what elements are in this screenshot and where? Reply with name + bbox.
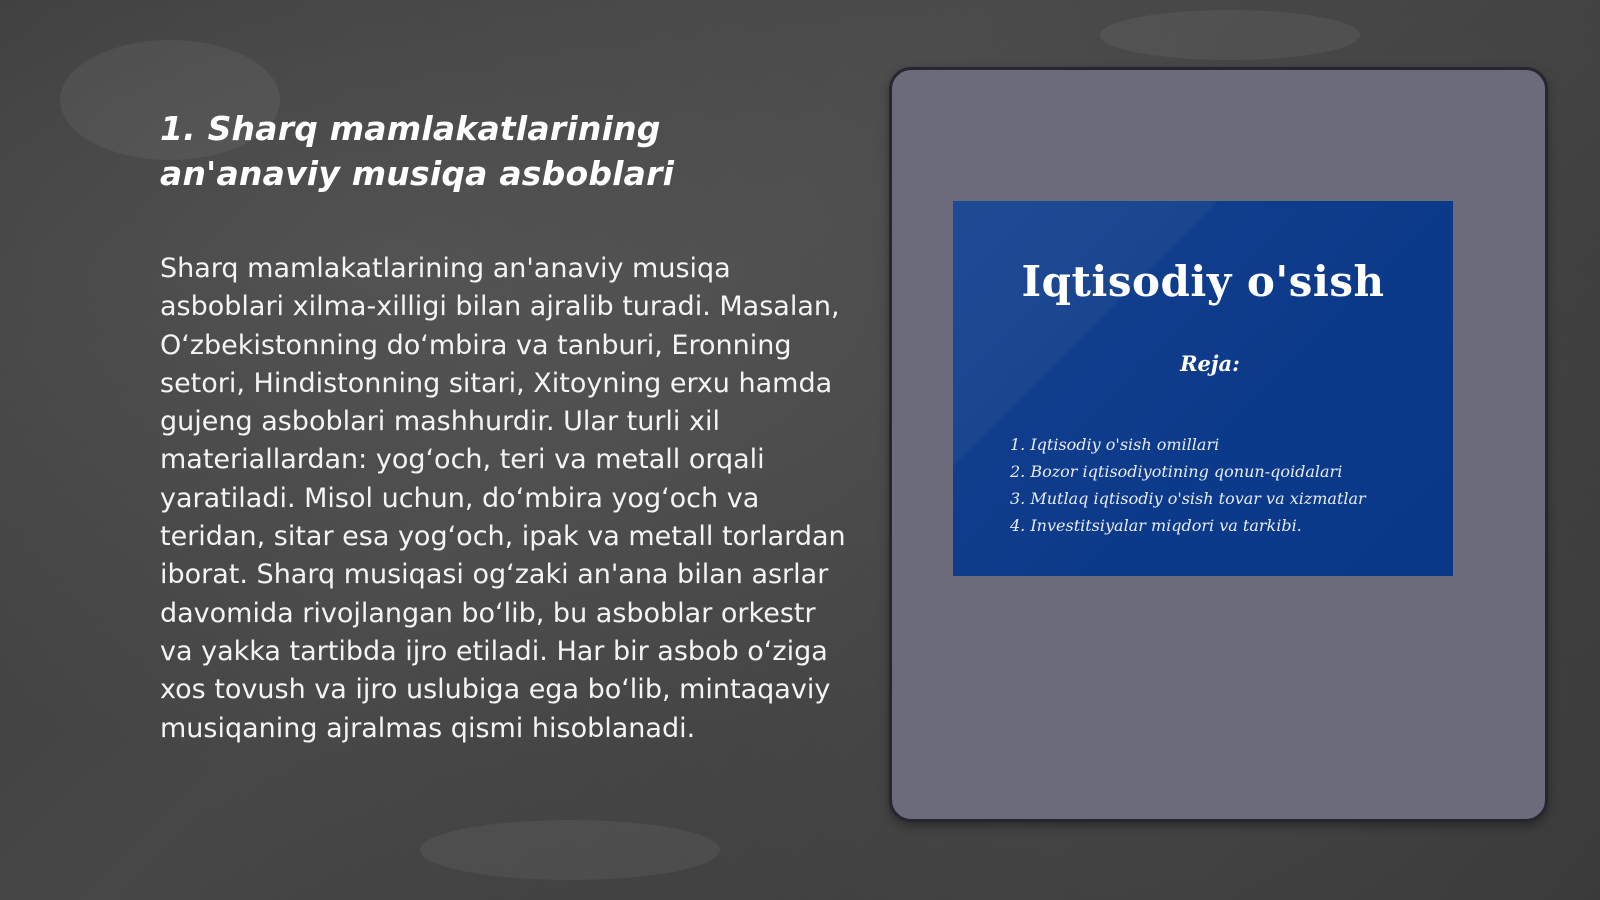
text-column: [160, 106, 850, 748]
embedded-slide-image: [953, 201, 1453, 576]
list-item: 4. Investitsiyalar miqdori va tarkibi.: [1010, 516, 1302, 535]
list-item: 3. Mutlaq iqtisodiy o'sish tovar va xizmatlar: [1010, 489, 1366, 508]
chalk-texture: [1100, 10, 1360, 60]
list-item: 1. Iqtisodiy o'sish omillari: [1010, 435, 1220, 454]
embedded-slide-title: Iqtisodiy o'sish: [1021, 257, 1385, 306]
chalk-texture: [420, 820, 720, 880]
image-frame: [889, 67, 1548, 822]
embedded-slide-list: [1010, 431, 1366, 539]
slide-body-text: Sharq mamlakatlarining an'anaviy musiqa asboblari xilma-xilligi bilan ajralib turadi. Masalan, O‘zbekistonning do‘mbira va tanburi, Eronning setori, Hindistonning sitari, Xitoyning erxu hamda gujeng asboblari mashhurdir. Ular turli xil materiallardan: yog‘och, teri va metall orqali yaratiladi. Misol uchun, do‘mbira yog‘och va teridan, sitar esa yog‘och, ipak va metall torlardan iborat. Sharq musiqasi og‘zaki an'ana bilan asrlar davomida rivojlangan bo‘lib, bu asboblar orkestr va yakka tartibda ijro etiladi. Har bir asbob o‘ziga xos tovush va ijro uslubiga ega bo‘lib, mintaqaviy musiqaning ajralmas qismi hisoblanadi.: [160, 253, 846, 744]
list-item: 2. Bozor iqtisodiyotining qonun-qoidalari: [1010, 462, 1343, 481]
embedded-slide-subtitle: Reja:: [1180, 351, 1240, 376]
slide-title: 1. Sharq mamlakatlarining an'anaviy musiqa asboblari: [160, 109, 675, 193]
